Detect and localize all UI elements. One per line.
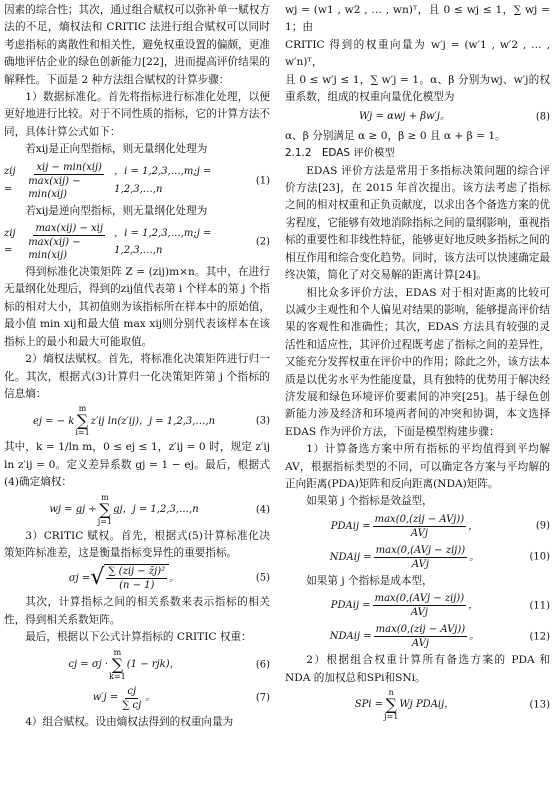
summation-symbol bbox=[98, 494, 112, 526]
paragraph: 最后，根据以下公式计算指标的 CRITIC 权重： bbox=[25, 631, 252, 644]
equation-10 bbox=[285, 542, 550, 573]
numerator: max(0,(zij − AVj)) bbox=[375, 624, 466, 636]
sum-upper: m bbox=[78, 404, 87, 414]
sum-lower: j=1 bbox=[384, 712, 399, 721]
eq-tail: ， bbox=[468, 520, 479, 532]
eq-tail: ， bbox=[468, 599, 479, 611]
denominator: AVj bbox=[410, 527, 428, 539]
equation-number: (2) bbox=[255, 236, 270, 248]
eq-lhs: ej = − k bbox=[32, 415, 75, 427]
eq-body: (1 − rjk)， bbox=[126, 658, 180, 670]
equation-number: (8) bbox=[535, 111, 550, 123]
paragraph: 3）CRITIC 赋权。首先，根据式(5)计算标准化决策矩阵标准差，这是衡量指标变异性的重要指标。 bbox=[4, 529, 270, 559]
radicand bbox=[104, 564, 169, 592]
sigma-glyph: ∑ bbox=[111, 654, 124, 674]
paragraph: 且 0 ≤ w′j ≤ 1，∑ w′j = 1。α、β 分别为wj、w′j的权重系数，组成的权重向量优化模型为 bbox=[285, 73, 550, 104]
eq-lhs: PDAij = bbox=[330, 599, 371, 611]
left-column bbox=[4, 2, 270, 731]
sigma-glyph: ∑ bbox=[99, 499, 111, 519]
fraction bbox=[120, 685, 143, 712]
fraction bbox=[373, 592, 467, 619]
numerator: cj bbox=[127, 685, 137, 697]
paragraph: 2）熵权法赋权。首先，将标准化决策矩阵进行归一化。其次，根据式(3)计算归一化决策矩阵第 j 个指标的信息熵： bbox=[4, 353, 270, 400]
denominator: max(xij) − min(xij) bbox=[28, 175, 81, 200]
equation-12 bbox=[285, 621, 550, 652]
eq-lhs: wj = gj ÷ bbox=[49, 503, 97, 515]
eq-lhs: σj = bbox=[68, 572, 91, 584]
eq-lhs: cj = σj · bbox=[68, 658, 109, 670]
section-heading: 2.1.2 EDAS 评价模型 bbox=[285, 147, 395, 160]
paragraph: α、β 分别满足 α ≥ 0，β ≥ 0 且 α + β = 1。 bbox=[285, 129, 506, 142]
sum-upper: m bbox=[101, 492, 109, 502]
eq-lhs: SPi = bbox=[354, 699, 384, 711]
equation-5 bbox=[4, 562, 270, 594]
equation-9 bbox=[285, 511, 550, 542]
equation-number: (7) bbox=[255, 692, 270, 704]
equation-11 bbox=[285, 590, 550, 621]
sum-lower: i=1 bbox=[75, 428, 90, 438]
eq-lhs: PDAij = bbox=[330, 520, 371, 532]
equation-4 bbox=[4, 492, 270, 528]
eq-body: Wj = αwj + βw′j。 bbox=[359, 111, 450, 123]
equation-8 bbox=[285, 106, 550, 127]
paragraph: wj = (w1 , w2 , … , wn)ᵀ，且 0 ≤ wj ≤ 1，∑ wj = 1；由 bbox=[285, 4, 550, 34]
paragraph: 如果第 j 个指标是成本型， bbox=[306, 574, 433, 587]
denominator: AVj bbox=[411, 638, 429, 650]
numerator: max(0,(zij − AVj)) bbox=[374, 513, 465, 525]
paragraph: 如果第 j 个指标是效益型， bbox=[306, 495, 433, 508]
fraction bbox=[373, 513, 467, 540]
paragraph: 若xij是逆向型指标，则无量纲化处理为 bbox=[25, 204, 208, 217]
equation-number: (10) bbox=[529, 551, 550, 563]
numerator: ∑ (zij − z̄j)² bbox=[108, 566, 166, 578]
eq-lhs: zij = bbox=[4, 166, 16, 195]
eq-tail: 。 bbox=[145, 692, 156, 704]
eq-tail: ，i = 1,2,3,…,m;j = 1,2,3,…,n bbox=[114, 166, 212, 195]
equation-1 bbox=[4, 159, 270, 203]
paragraph: 其次，计算指标之间的相关系数来表示指标的相关性，得到相关系数矩阵。 bbox=[4, 596, 270, 626]
numerator: max(0,(AVj − zij)) bbox=[374, 593, 465, 605]
eq-body: z′ij ln(z′ij)，j = 1,2,3,…,n bbox=[90, 415, 216, 427]
paragraph: EDAS 评价方法是常用于多指标决策问题的综合评价方法[23]，在 2015 年首次提出。该方法考虑了指标之间的相对权重和正负贡献度，以求出各个备选方案的优劣程度，它能够有效地消除指标之间的量纲影响，重视指标的重要性和非线性特征，能够更好地反映多指标之间的相互作用和综合变化趋势。同时，该方法可以快速确定最终决策，简化了对交易解的距离计算[24]。 bbox=[285, 164, 550, 282]
eq-lhs: zij = bbox=[4, 227, 16, 257]
denominator: ∑ cj bbox=[122, 699, 142, 711]
equation-number: (6) bbox=[255, 658, 270, 670]
eq-lhs: NDAij = bbox=[329, 551, 372, 563]
fraction bbox=[374, 544, 468, 571]
sigma-glyph: ∑ bbox=[76, 411, 89, 431]
paragraph: 因素的综合性；其次，通过组合赋权可以弥补单一赋权方法的不足，熵权法和 CRITIC 法进行组合赋权可以同时考虑指标的离散性和相关性，避免权重设置的偏颇，更准确地评估企业的绿色创新能力[22]，进而提高评价结果的解释性。下面是 2 种方法组合赋权的计算步骤： bbox=[4, 4, 270, 86]
right-column bbox=[285, 2, 550, 723]
radical-glyph: √ bbox=[90, 565, 105, 591]
eq-body: Wj PDAij， bbox=[399, 699, 455, 711]
square-root bbox=[90, 564, 169, 592]
equation-number: (12) bbox=[529, 630, 550, 642]
sum-lower: j=1 bbox=[97, 516, 113, 526]
sum-upper: n bbox=[388, 688, 394, 697]
eq-tail: 。 bbox=[469, 551, 480, 563]
paragraph: 1）数据标准化。首先将指标进行标准化处理，以便更好地进行比较。对于不同性质的指标，它的计算方法不同，具体计算公式如下： bbox=[4, 91, 270, 138]
summation-symbol bbox=[109, 649, 126, 681]
paragraph: 4）组合赋权。设由熵权法得到的权重向量为 bbox=[25, 715, 234, 728]
paragraph: CRITIC 得到的权重向量为 w′j = (w′1 , w′2 , … , w′n)ᵀ， bbox=[285, 38, 550, 69]
denominator: max(xij) − min(xij) bbox=[28, 237, 81, 262]
eq-lhs: NDAij = bbox=[329, 630, 372, 642]
paragraph: 2）根据组合权重计算所有备选方案的 PDA 和 NDA 的加权总和SPi和SNi。 bbox=[285, 654, 550, 684]
denominator: AVj bbox=[411, 558, 429, 570]
eq-tail: 。 bbox=[169, 572, 180, 584]
denominator: AVj bbox=[410, 607, 428, 619]
fraction bbox=[374, 623, 468, 650]
eq-tail: ，i = 1,2,3,…,m;j = 1,2,3,…,n bbox=[114, 227, 212, 257]
equation-6 bbox=[4, 647, 270, 683]
numerator: max(0,(AVj − zij)) bbox=[375, 544, 466, 556]
paragraph: 其中，k = 1/ln m，0 ≤ ej ≤ 1，z′ij = 0 时，规定 z′ij ln z′ij = 0。定义差异系数 gj = 1 − ej。最后，根据式(4)确定熵权： bbox=[4, 441, 270, 489]
equation-number: (5) bbox=[255, 572, 270, 584]
summation-symbol bbox=[384, 689, 398, 721]
sum-upper: m bbox=[113, 647, 122, 657]
equation-number: (9) bbox=[535, 520, 550, 532]
fraction bbox=[106, 565, 167, 592]
equation-3 bbox=[4, 403, 270, 439]
numerator: max(xij) − xij bbox=[35, 223, 103, 235]
paragraph: 得到标准化决策矩阵 Z = (zij)m×n。其中，在进行无量纲化处理后，得到的zij值代表第 i 个样本的第 j 个指标的相对大小，其初值则为该指标所在样本中的原始值，最小值 min xij和最大值 max xij则分别代表该样本在该指标上的最小和最大可能取值。 bbox=[4, 266, 270, 348]
fraction bbox=[26, 161, 112, 201]
equation-number: (1) bbox=[255, 174, 270, 186]
paragraph: 若xij是正向型指标，则无量纲化处理为 bbox=[25, 143, 208, 156]
sum-lower: k=1 bbox=[109, 671, 126, 681]
equation-number: (3) bbox=[255, 415, 270, 427]
equation-number: (4) bbox=[255, 503, 270, 515]
paragraph: 1）计算备选方案中所有指标的平均值得到平均解 AV，根据指标类型的不同，可以确定各方案与平均解的正向距离(PDA)矩阵和反向距离(NDA)矩阵。 bbox=[285, 443, 550, 490]
equation-number: (11) bbox=[529, 599, 550, 611]
paragraph: 相比众多评价方法，EDAS 对于相对距离的比较可以减少主观性和个人偏见对结果的影响，能够提高评价结果的客观性和准确性；其次，EDAS 方法具有较强的灵活性和适应性，其评价过程既考虑了指标之间的差异性，又能充分发挥权重在评价中的作用；除此之外，该方法本质是以优劣水平为性能度量，具有独特的优势用于解决经济发展和绿色环境评价要素间的冲突[25]。基于绿色创新能力涉及经济和环境两者间的冲突和协调，本文选择 EDAS 作为评价方法，下面是模型构建步骤： bbox=[285, 286, 550, 438]
eq-lhs: w′j = bbox=[92, 692, 119, 704]
numerator: xij − min(xij) bbox=[36, 161, 102, 173]
equation-7 bbox=[4, 683, 270, 714]
eq-tail: 。 bbox=[469, 630, 480, 642]
equation-13 bbox=[285, 687, 550, 723]
fraction bbox=[26, 222, 112, 262]
sigma-glyph: ∑ bbox=[385, 695, 397, 714]
summation-symbol bbox=[75, 405, 89, 437]
eq-body: gj，j = 1,2,3,…,n bbox=[113, 503, 199, 515]
equation-number: (13) bbox=[529, 699, 550, 711]
equation-2 bbox=[4, 220, 270, 264]
denominator: (n − 1) bbox=[119, 580, 155, 592]
